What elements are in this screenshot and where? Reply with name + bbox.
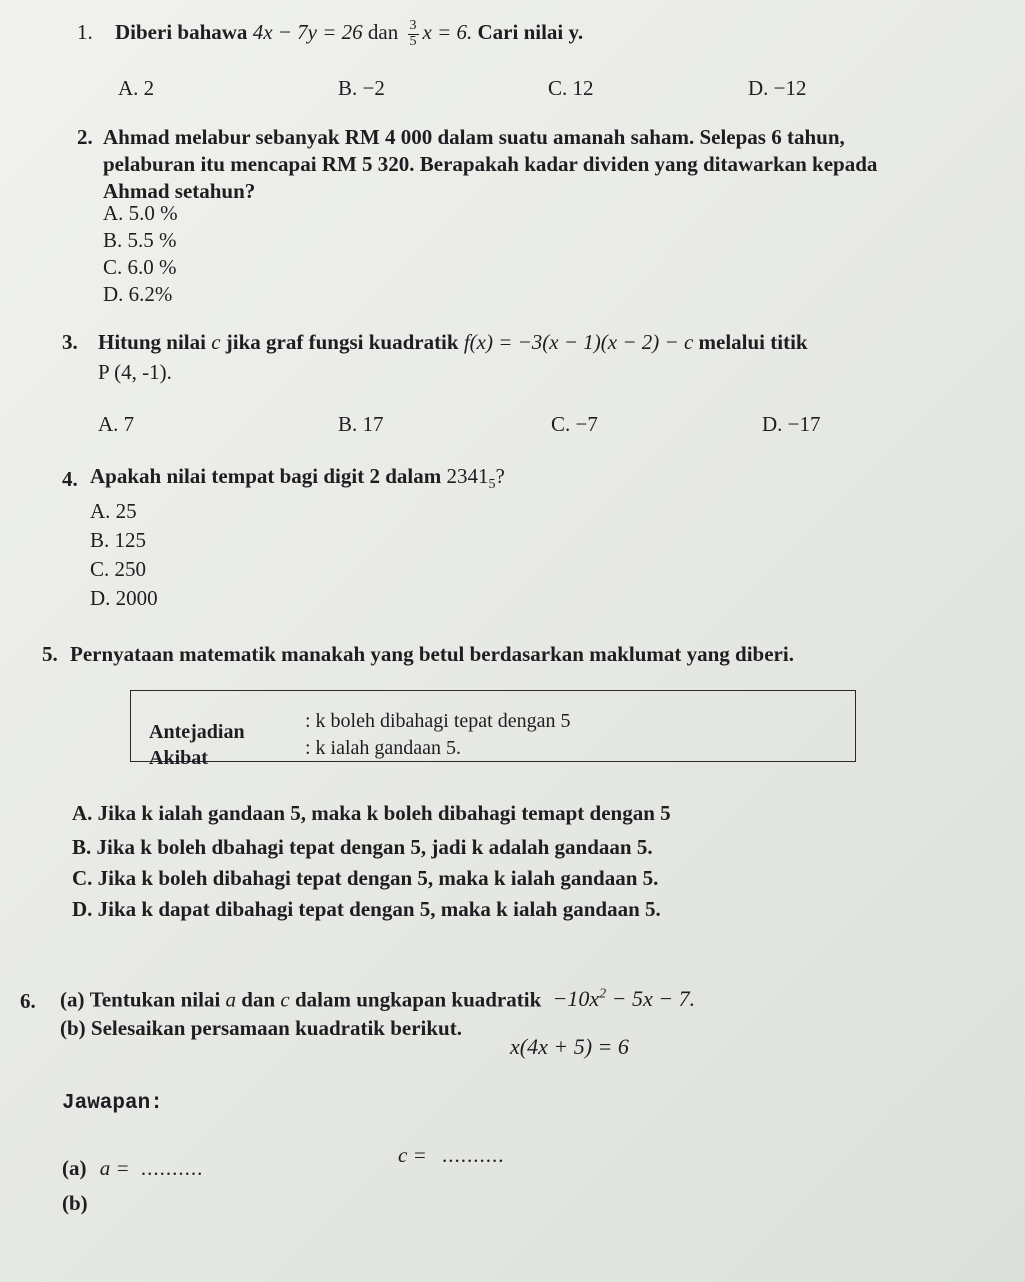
q6-part-b-text: Selesaikan persamaan kuadratik berikut.	[90, 1016, 462, 1040]
q6-part-a-post: dalam ungkapan kuadratik	[294, 987, 542, 1012]
q2-option-c: C. 6.0 %	[103, 255, 177, 279]
q2-option-a: A. 5.0 %	[103, 201, 178, 225]
q5-option-c: C. Jika k boleh dibahagi tepat dengan 5, maka k ialah gandaan 5.	[72, 866, 659, 890]
q4-base-subscript: 5	[488, 477, 496, 493]
q3-function: f(x) = −3(x − 1)(x − 2) − c	[463, 330, 694, 354]
q6-expr-tail: − 5x − 7.	[606, 986, 696, 1012]
q1-option-a: A. 2	[118, 76, 155, 100]
q1-frac-den: 5	[409, 33, 417, 49]
q3-pre: Hitung nilai	[98, 330, 206, 354]
q4-option-b: B. 125	[90, 528, 147, 552]
q6-equation: x(4x + 5) = 6	[510, 1034, 629, 1059]
q2-option-b: B. 5.5 %	[103, 228, 177, 252]
q6-expr-sup: 2	[599, 987, 607, 1002]
q1-fraction	[408, 19, 419, 49]
q3-option-a: A. 7	[98, 412, 135, 436]
q3-option-c: C. −7	[551, 412, 598, 436]
q2-line-2: pelaburan itu mencapai RM 5 320. Berapakah kadar dividen yang ditawarkan kepada	[103, 152, 878, 176]
answer-a-blank[interactable]: ..........	[140, 1156, 204, 1180]
q1-number: 1.	[77, 20, 93, 44]
q5-option-a: A. Jika k ialah gandaan 5, maka k boleh dibahagi temapt dengan 5	[72, 801, 671, 825]
q1-tail: Cari nilai y.	[477, 20, 584, 44]
q4-number: 4.	[62, 467, 78, 491]
q3-post: melalui titik	[698, 330, 808, 354]
answer-heading: Jawapan:	[62, 1092, 163, 1115]
answer-c-var: c =	[398, 1143, 427, 1167]
q4-number-value	[446, 464, 505, 493]
q3-option-b: B. 17	[338, 412, 384, 436]
q3-point: P (4, -1).	[98, 360, 172, 384]
answer-b-label: (b)	[62, 1191, 88, 1215]
q1-dan: dan	[367, 20, 399, 44]
q4-base-number: 2341	[446, 464, 489, 488]
q4-option-a: A. 25	[90, 499, 137, 523]
q6-part-a-label: (a)	[60, 987, 85, 1012]
q4-qmark: ?	[495, 464, 505, 488]
q1-eq2: x = 6.	[422, 20, 473, 44]
q1-pre: Diberi bahawa	[115, 20, 248, 44]
q3-stem	[98, 332, 808, 353]
q5-text: Pernyataan matematik manakah yang betul berdasarkan maklumat yang diberi.	[70, 642, 794, 666]
answer-a-label: (a)	[62, 1156, 87, 1180]
q4-option-d: D. 2000	[90, 586, 158, 610]
q5-option-d: D. Jika k dapat dibahagi tepat dengan 5, maka k ialah gandaan 5.	[72, 897, 661, 921]
q6-expression	[553, 986, 696, 1011]
q5-number: 5.	[42, 642, 58, 666]
q6-part-b-label: (b)	[60, 1016, 86, 1040]
q6-expr-lead: −10x	[552, 986, 600, 1012]
q6-part-a	[60, 988, 695, 1010]
q2-number: 2.	[77, 125, 93, 149]
q5-consequent-label: Akibat	[149, 747, 208, 769]
q1-option-b: B. −2	[338, 76, 385, 100]
q6-part-b	[60, 1018, 462, 1039]
q6-a-var: a	[225, 987, 237, 1012]
q1-eq1: 4x − 7y = 26	[252, 20, 363, 44]
q3-option-d: D. −17	[762, 412, 821, 436]
q3-number: 3.	[62, 330, 78, 354]
q4-pre: Apakah nilai tempat bagi digit 2 dalam	[90, 464, 442, 488]
q1-option-c: C. 12	[548, 76, 594, 100]
q5-antecedent-label: Antejadian	[149, 721, 245, 743]
q1-option-d: D. −12	[748, 76, 807, 100]
q5-antecedent-value: : k boleh dibahagi tepat dengan 5	[305, 710, 571, 732]
answer-c-blank[interactable]: ..........	[442, 1143, 505, 1167]
q5-info-box	[130, 690, 856, 769]
answer-c-row	[398, 1145, 505, 1166]
answer-a-var: a =	[99, 1156, 130, 1180]
q5-option-b: B. Jika k boleh dbahagi tepat dengan 5, jadi k adalah gandaan 5.	[72, 835, 653, 859]
q5-consequent-value: : k ialah gandaan 5.	[305, 737, 462, 759]
q6-part-a-pre: Tentukan nilai	[89, 987, 221, 1012]
q4-stem	[90, 466, 505, 492]
q6-number: 6.	[20, 989, 36, 1013]
q1-frac-num: 3	[409, 18, 417, 33]
q2-option-d: D. 6.2%	[103, 282, 173, 306]
q6-c-var: c	[280, 987, 290, 1012]
q2-line-3: Ahmad setahun?	[103, 179, 256, 203]
q6-part-a-dan: dan	[241, 987, 276, 1012]
q3-mid: jika graf fungsi kuadratik	[225, 330, 459, 354]
q4-option-c: C. 250	[90, 557, 147, 581]
answer-a-row	[62, 1158, 203, 1179]
q3-c-var: c	[211, 330, 221, 354]
q2-line-1: Ahmad melabur sebanyak RM 4 000 dalam suatu amanah saham. Selepas 6 tahun,	[103, 125, 845, 149]
q1-stem	[115, 19, 583, 49]
